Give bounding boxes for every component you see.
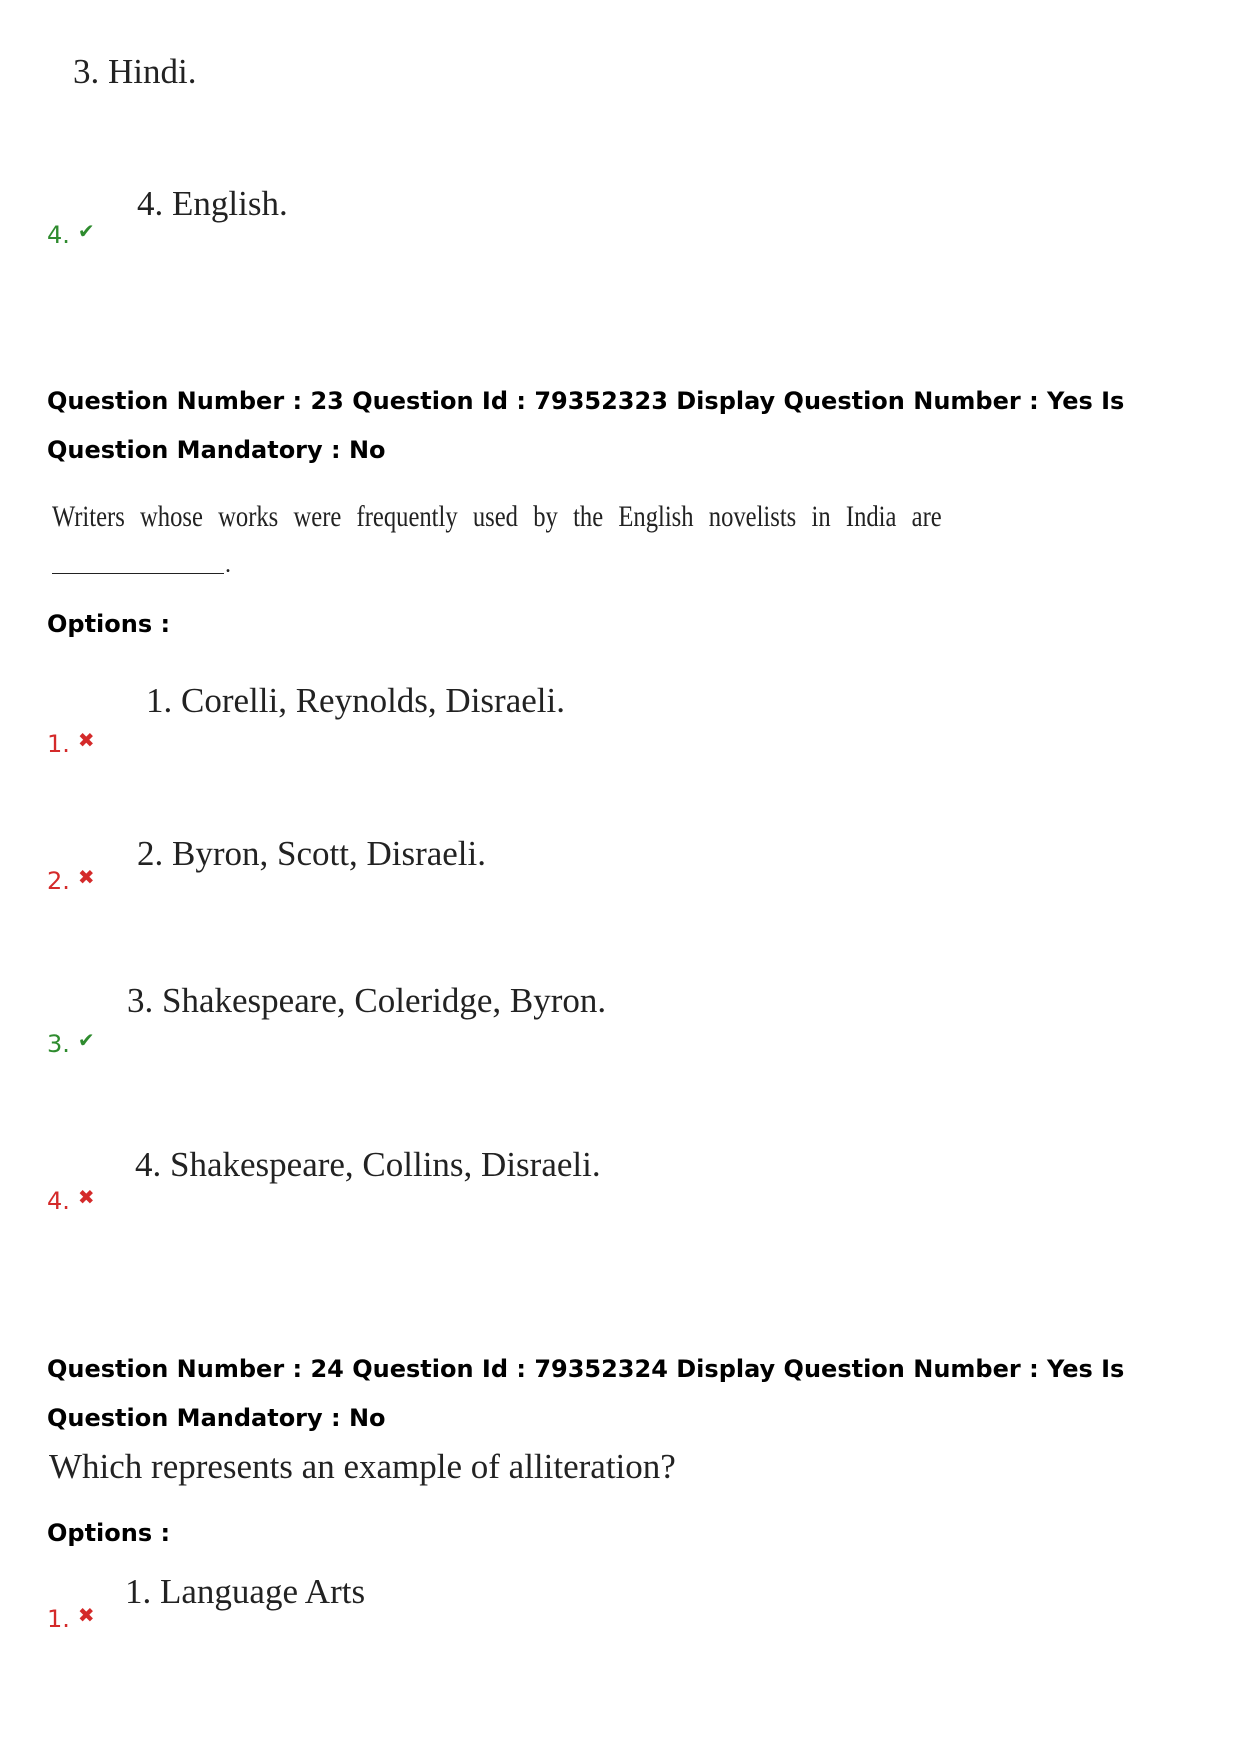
option-number: 1. <box>47 730 70 758</box>
cross-icon: ✖ <box>77 1185 95 1209</box>
option-text: 4. Shakespeare, Collins, Disraeli. <box>135 1145 601 1184</box>
option-text: 1. Corelli, Reynolds, Disraeli. <box>146 681 565 720</box>
question-text: Writers whose works were frequently used by the English novelists in India are <box>52 500 942 533</box>
question-header: Question Number : 23 Question Id : 79352323 Display Question Number : Yes Is Question Mandatory : No <box>47 387 1125 464</box>
option-number: 2. <box>47 867 70 895</box>
option-text: 2. Byron, Scott, Disraeli. <box>137 834 486 873</box>
blank-suffix: . <box>225 552 231 578</box>
option-text: 3. Hindi. <box>73 52 197 91</box>
option-number: 3. <box>47 1030 70 1058</box>
option-marker-wrong <box>47 865 95 895</box>
option-marker-correct <box>47 219 95 249</box>
option-marker-wrong <box>47 1603 95 1633</box>
option-marker-correct <box>47 1028 95 1058</box>
options-label: Options : <box>47 610 171 638</box>
option-number: 4. <box>47 1187 70 1215</box>
option-marker-wrong <box>47 728 95 758</box>
cross-icon: ✖ <box>77 865 95 889</box>
question-header: Question Number : 24 Question Id : 79352324 Display Question Number : Yes Is Question Mandatory : No <box>47 1355 1125 1432</box>
question-text: Which represents an example of alliteration? <box>49 1447 676 1486</box>
cross-icon: ✖ <box>77 728 95 752</box>
option-text: 4. English. <box>137 184 288 223</box>
options-label: Options : <box>47 1519 171 1547</box>
option-text: 1. Language Arts <box>125 1572 366 1611</box>
answer-blank <box>52 573 224 574</box>
checkmark-icon: ✔ <box>77 219 95 243</box>
option-number: 4. <box>47 221 70 249</box>
checkmark-icon: ✔ <box>77 1028 95 1052</box>
cross-icon: ✖ <box>77 1603 95 1627</box>
option-number: 1. <box>47 1605 70 1633</box>
option-marker-wrong <box>47 1185 95 1215</box>
option-text: 3. Shakespeare, Coleridge, Byron. <box>127 981 607 1020</box>
